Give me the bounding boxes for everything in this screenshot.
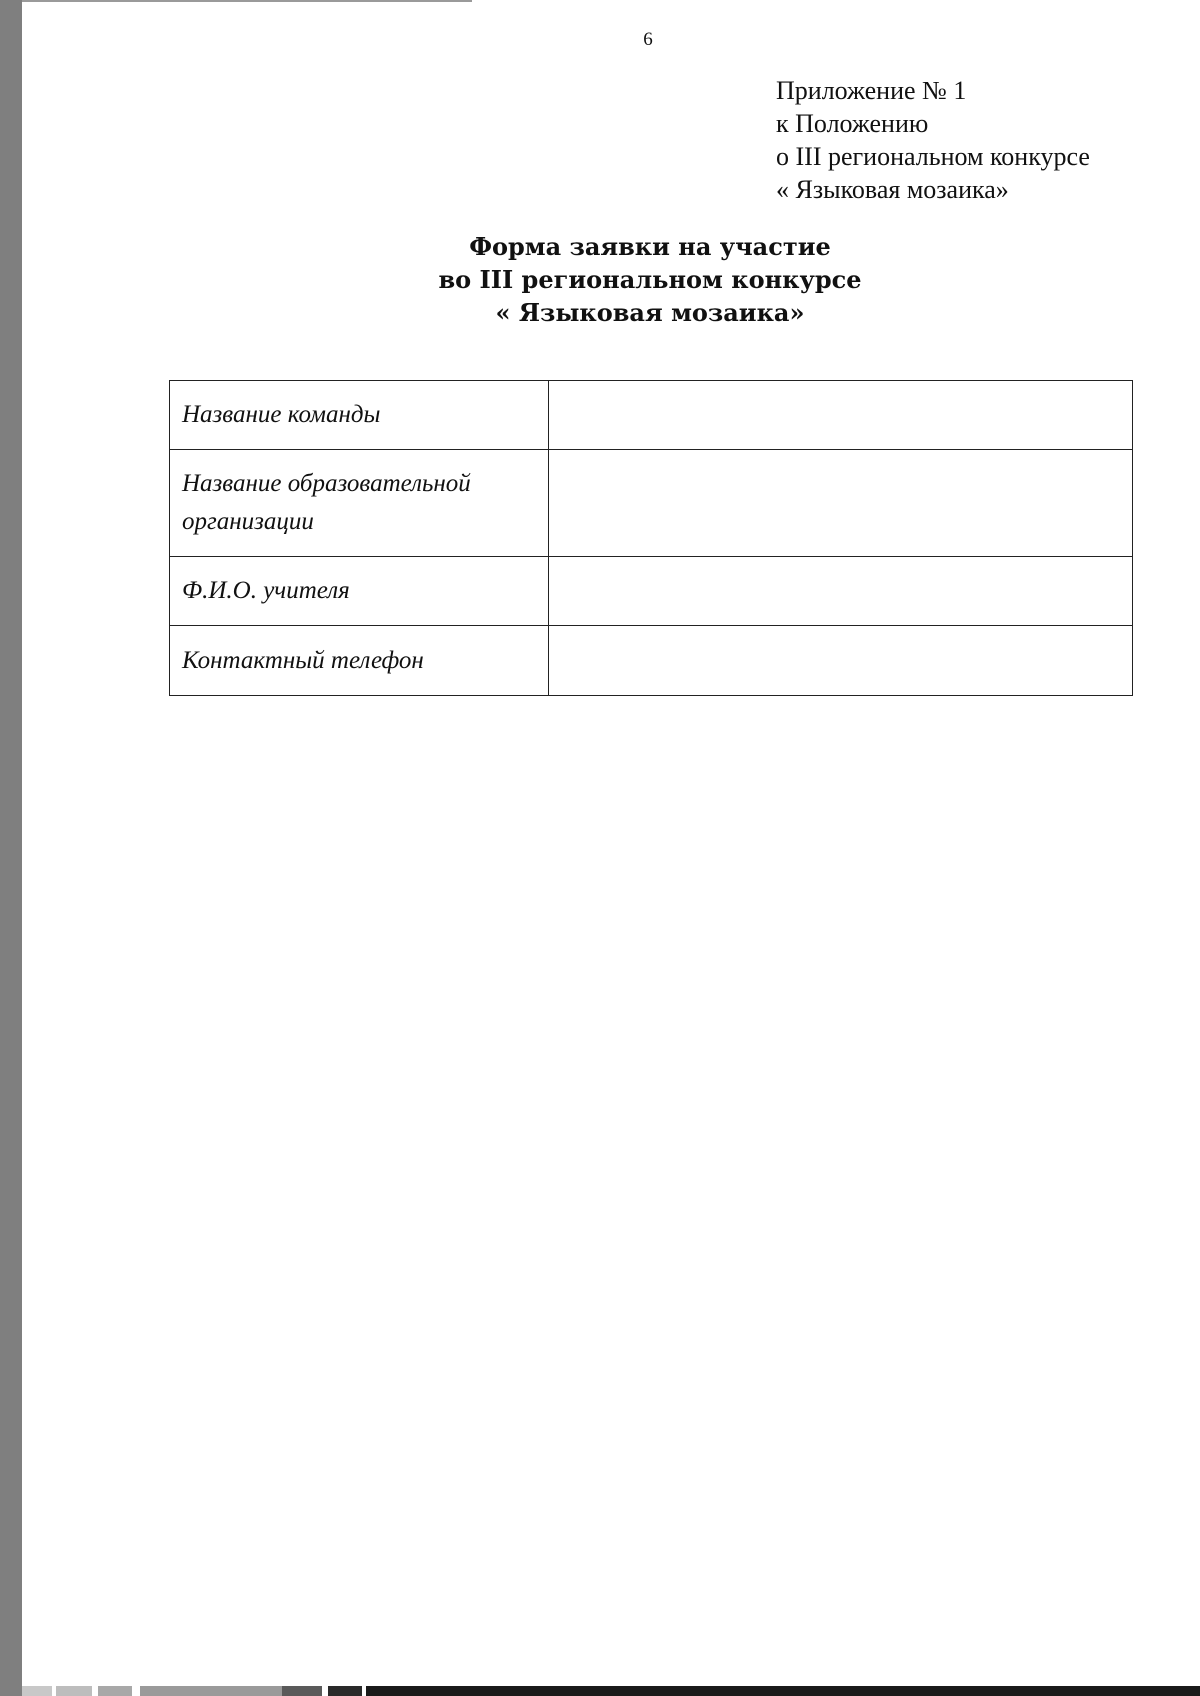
- table-row: [170, 557, 1133, 626]
- teacher-name-label: Ф.И.О. учителя: [170, 557, 549, 626]
- label-line: Название образовательной: [182, 470, 471, 497]
- form-title-line: « Языковая мозаика»: [495, 298, 805, 327]
- scan-left-edge: [0, 0, 22, 1696]
- team-name-field[interactable]: [549, 381, 1133, 450]
- contact-phone-label: Контактный телефон: [170, 626, 549, 696]
- organization-name-label: [170, 450, 549, 557]
- appendix-line: о III региональном конкурсе: [776, 142, 1090, 171]
- table-row: [170, 381, 1133, 450]
- table-row: [170, 626, 1133, 696]
- appendix-reference: [776, 74, 1090, 206]
- label-line: организации: [182, 508, 314, 535]
- appendix-line: « Языковая мозаика»: [776, 175, 1009, 204]
- scan-bottom-edge: [22, 1686, 1200, 1696]
- form-title-line: во III региональном конкурсе: [438, 265, 862, 294]
- contact-phone-field[interactable]: [549, 626, 1133, 696]
- appendix-line: Приложение № 1: [776, 76, 967, 105]
- team-name-label: Название команды: [170, 381, 549, 450]
- scan-top-edge: [22, 0, 472, 2]
- form-title-line: Форма заявки на участие: [469, 232, 831, 261]
- application-form-table: [169, 380, 1133, 696]
- form-title: [350, 230, 950, 329]
- table-row: [170, 450, 1133, 557]
- teacher-name-field[interactable]: [549, 557, 1133, 626]
- page-number: 6: [643, 29, 653, 50]
- organization-name-field[interactable]: [549, 450, 1133, 557]
- appendix-line: к Положению: [776, 109, 929, 138]
